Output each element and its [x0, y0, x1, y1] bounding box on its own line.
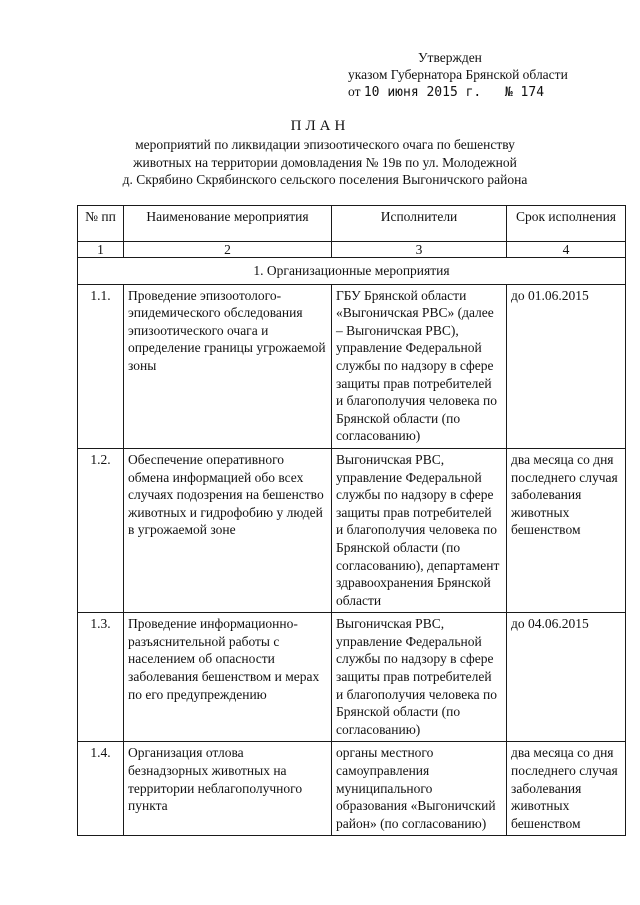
- header-name: Наименование мероприятия: [124, 206, 332, 242]
- approval-prefix: от: [348, 84, 361, 99]
- header-term: Срок исполнения: [507, 206, 626, 242]
- approval-date: 10 июня 2015 г.: [363, 85, 482, 100]
- row-executors: ГБУ Брянской области «Выгоничская РВС» (далее – Выгоничская РВС), управление Федеральной службы по надзору в сфере защиты прав потребителей и благополучия человека по Брянской области (по согласованию): [332, 284, 507, 448]
- approval-heading: Утвержден: [418, 50, 482, 65]
- row-term: два месяца со дня последнего случая заболевания животных бешенством: [507, 742, 626, 836]
- row-number: 1.4.: [78, 742, 124, 836]
- header-executors: Исполнители: [332, 206, 507, 242]
- row-term: до 04.06.2015: [507, 613, 626, 742]
- subtitle-line: мероприятий по ликвидации эпизоотического очага по бешенству: [135, 137, 515, 152]
- row-activity: Проведение информационно-разъяснительной работы с населением об опасности заболевания бешенством и мерах по его предупреждению: [124, 613, 332, 742]
- column-number: 2: [124, 242, 332, 258]
- row-number: 1.2.: [78, 448, 124, 612]
- header-row: [78, 206, 626, 242]
- section-title: 1. Организационные мероприятия: [78, 258, 626, 285]
- approval-number: № 174: [504, 85, 545, 100]
- subtitle-line: животных на территории домовладения № 19в по ул. Молодежной: [133, 154, 517, 170]
- document-title: ПЛАН: [290, 118, 350, 134]
- row-executors: Выгоничская РВС, управление Федеральной службы по надзору в сфере защиты прав потребителей и благополучия человека по Брянской области (по согласованию): [332, 613, 507, 742]
- column-number-row: [78, 242, 626, 258]
- plan-table: [77, 205, 626, 836]
- row-term: два месяца со дня последнего случая заболевания животных бешенством: [507, 448, 626, 612]
- table-row: [78, 448, 626, 612]
- approval-decree: указом Губернатора Брянской области: [348, 67, 568, 82]
- column-number: 1: [78, 242, 124, 258]
- row-number: 1.3.: [78, 613, 124, 742]
- table-row: [78, 742, 626, 836]
- row-activity: Обеспечение оперативного обмена информацией обо всех случаях подозрения на бешенство животных и гидрофобию у людей в угрожаемой зоне: [124, 448, 332, 612]
- section-row: [78, 258, 626, 285]
- row-term: до 01.06.2015: [507, 284, 626, 448]
- table-row: [78, 613, 626, 742]
- document-subtitle: [90, 136, 560, 189]
- row-activity: Проведение эпизоотолого-эпидемического обследования эпизоотического очага и определение границы угрожаемой зоны: [124, 284, 332, 448]
- approval-block: [348, 50, 628, 101]
- header-num: № пп: [78, 206, 124, 242]
- column-number: 4: [507, 242, 626, 258]
- subtitle-line: д. Скрябино Скрябинского сельского поселения Выгоничского района: [122, 172, 528, 187]
- approval-date-line: [348, 84, 628, 101]
- row-executors: органы местного самоуправления муниципального образования «Выгоничский район» (по согласованию): [332, 742, 507, 836]
- table-row: [78, 284, 626, 448]
- row-executors: Выгоничская РВС, управление Федеральной службы по надзору в сфере защиты прав потребителей и благополучия человека по Брянской области (по согласованию), департамент здравоохранения Брянской области: [332, 448, 507, 612]
- column-number: 3: [332, 242, 507, 258]
- row-number: 1.1.: [78, 284, 124, 448]
- row-activity: Организация отлова безнадзорных животных на территории неблагополучного пункта: [124, 742, 332, 836]
